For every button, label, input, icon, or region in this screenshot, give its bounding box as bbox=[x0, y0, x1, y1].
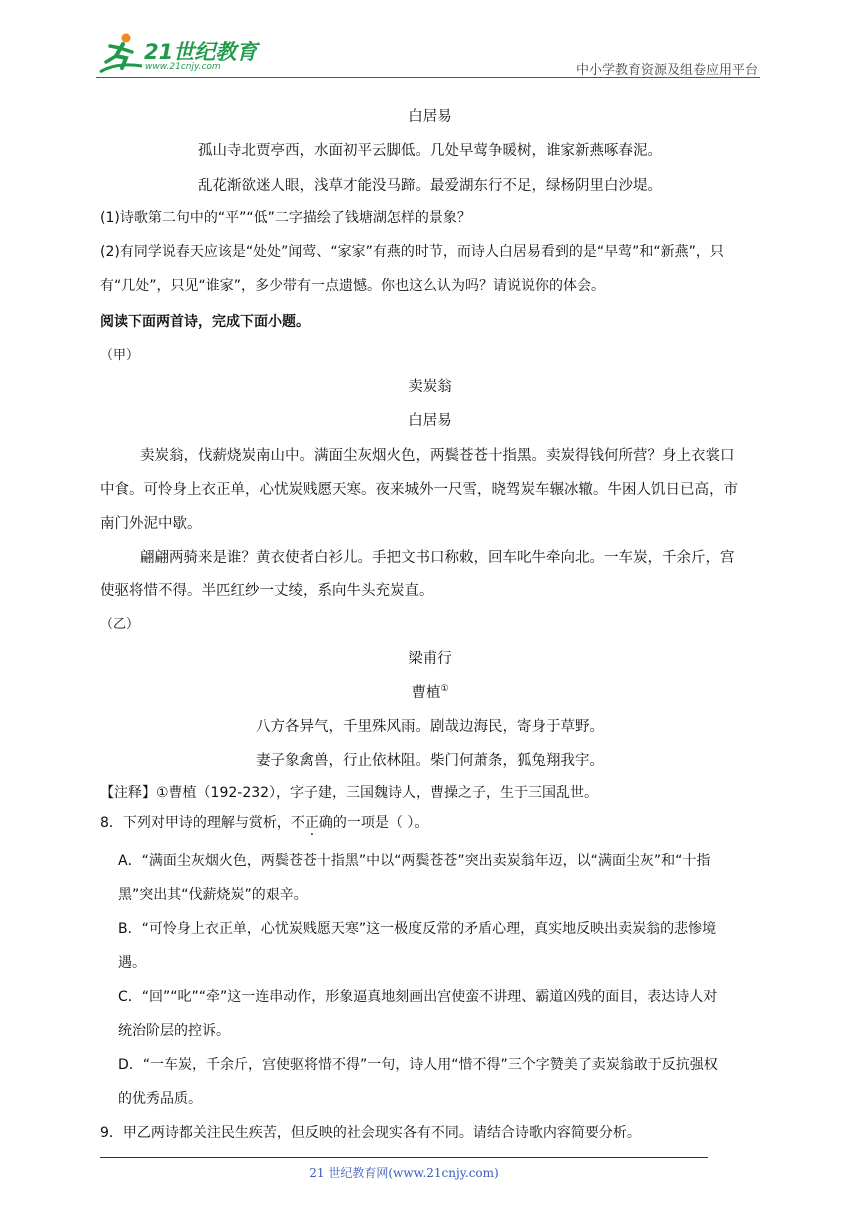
poem-text-line: 南门外泥中歇。 bbox=[100, 516, 202, 532]
runner-icon bbox=[96, 32, 146, 76]
site-logo[interactable] bbox=[96, 30, 266, 76]
option-d: D．“一车炭，千余斤，宫使驱将惜不得”一句，诗人用“惜不得”三个字赞美了卖炭翁敢于反抗强权 bbox=[118, 1057, 718, 1073]
footer-link[interactable]: 21 世纪教育网(www.21cnjy.com) bbox=[309, 1166, 499, 1180]
option-c-cont: 统治阶层的控诉。 bbox=[118, 1023, 230, 1039]
poem-label-yi: （乙） bbox=[100, 617, 140, 632]
page-header bbox=[96, 30, 760, 80]
question-1: (1)诗歌第二句中的“平”“低”二字描绘了钱塘湖怎样的景象？ bbox=[100, 210, 471, 226]
question-9: 9．甲乙两诗都关注民生疾苦，但反映的社会现实各有不同。请结合诗歌内容简要分析。 bbox=[100, 1125, 641, 1141]
poem-text-line: 翩翩两骑来是谁？黄衣使者白衫儿。手把文书口称敕，回车叱牛牵向北。一车炭，千余斤，宫 bbox=[140, 550, 735, 566]
question-text: 的一项是（ ）。 bbox=[332, 815, 429, 831]
poem-title: 梁甫行 bbox=[408, 651, 452, 667]
question-2: (2)有同学说春天应该是“处处”闻莺、“家家”有燕的时节，而诗人白居易看到的是“早莺”和“新燕”，只 bbox=[100, 244, 724, 260]
footer-divider bbox=[100, 1157, 708, 1158]
option-c: C．“回”“叱”“牵”这一连串动作，形象逼真地刻画出宫使蛮不讲理、霸道凶残的面目，表达诗人对 bbox=[118, 989, 718, 1005]
poem-line: 孤山寺北贾亭西，水面初平云脚低。几处早莺争暖树，谁家新燕啄春泥。 bbox=[198, 143, 662, 159]
poem-label-jia: （甲） bbox=[100, 348, 140, 363]
option-b-cont: 遇。 bbox=[118, 955, 146, 971]
poem-author: 白居易 bbox=[408, 413, 452, 429]
poem-author: 曹植 bbox=[411, 685, 441, 701]
question-8-stem bbox=[100, 812, 764, 832]
logo-text: 21世纪教育 bbox=[144, 40, 258, 64]
footnote-marker: ① bbox=[440, 684, 449, 695]
poem-title: 卖炭翁 bbox=[408, 379, 452, 395]
poem-text-line: 卖炭翁，伐薪烧炭南山中。满面尘灰烟火色，两鬓苍苍十指黑。卖炭得钱何所营？身上衣裳口 bbox=[140, 448, 735, 464]
question-text: 8．下列对甲诗的理解与赏析， bbox=[100, 815, 291, 831]
annotation-note: 【注释】①曹植（192-232），字子建，三国魏诗人，曹操之子，生于三国乱世。 bbox=[100, 785, 599, 801]
option-b: B．“可怜身上衣正单，心忧炭贱愿天寒”这一极度反常的矛盾心理，真实地反映出卖炭翁的悲惨境 bbox=[118, 921, 717, 937]
header-divider bbox=[96, 77, 760, 78]
section-title: 阅读下面两首诗，完成下面小题。 bbox=[100, 314, 310, 330]
poem-line: 妻子象禽兽，行止依林阻。柴门何萧条，狐兔翔我宇。 bbox=[256, 753, 604, 769]
platform-name: 中小学教育资源及组卷应用平台 bbox=[575, 63, 758, 78]
poem-line: 乱花渐欲迷人眼，浅草才能没马蹄。最爱湖东行不足，绿杨阴里白沙堤。 bbox=[198, 178, 662, 194]
poem-author: 白居易 bbox=[408, 109, 452, 125]
emphasized-text: 不正确 bbox=[290, 815, 333, 831]
option-a-cont: 黑”突出其“伐薪烧炭”的艰辛。 bbox=[118, 887, 308, 903]
question-2-cont: 有“几处”，只见“谁家”，多少带有一点遗憾。你也这么认为吗？请说说你的体会。 bbox=[100, 278, 606, 294]
option-d-cont: 的优秀品质。 bbox=[118, 1091, 202, 1107]
logo-url: www.21cnjy.com bbox=[145, 62, 221, 72]
poem-line: 八方各异气，千里殊风雨。剧哉边海民，寄身于草野。 bbox=[256, 719, 604, 735]
poem-author-line bbox=[100, 681, 760, 702]
option-a: A．“满面尘灰烟火色，两鬓苍苍十指黑”中以“两鬓苍苍”突出卖炭翁年迈，以“满面尘灰”和“十指 bbox=[118, 853, 711, 869]
poem-text-line: 中食。可怜身上衣正单，心忧炭贱愿天寒。夜来城外一尺雪，晓驾炭车辗冰辙。牛困人饥日已高，市 bbox=[100, 482, 738, 498]
poem-text-line: 使驱将惜不得。半匹红纱一丈绫，系向牛头充炭直。 bbox=[100, 583, 434, 599]
